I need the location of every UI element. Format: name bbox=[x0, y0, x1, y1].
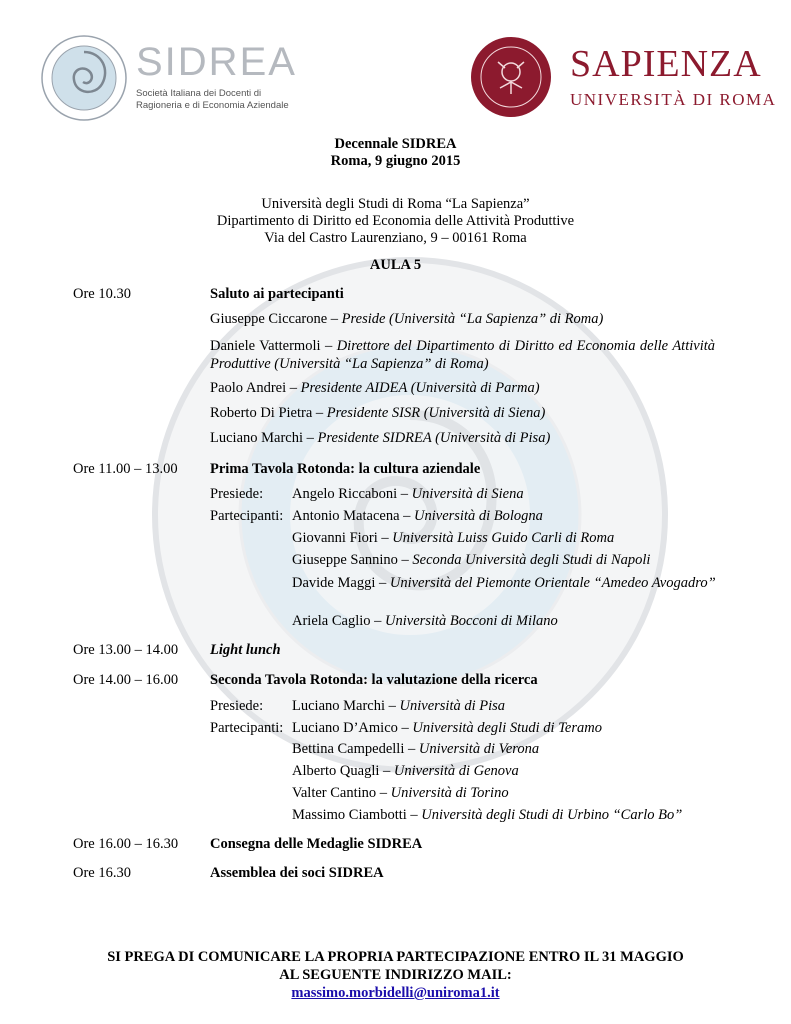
rsvp-line-2: AL SEGUENTE INDIRIZZO MAIL: bbox=[279, 967, 512, 983]
sidrea-seal-icon bbox=[40, 34, 128, 122]
session-6-title: Assemblea dei soci SIDREA bbox=[210, 865, 384, 881]
sapienza-university: UNIVERSITÀ DI ROMA bbox=[570, 90, 777, 109]
participant-affiliation: Università di Pisa bbox=[399, 698, 506, 714]
speaker-row bbox=[210, 380, 540, 397]
participant-affiliation: Università degli Studi di Teramo bbox=[412, 720, 602, 736]
participant-row bbox=[292, 720, 602, 737]
participant-row bbox=[292, 574, 730, 592]
speaker-row bbox=[210, 405, 545, 422]
speaker-role: Preside (Università “La Sapienza” di Roma) bbox=[341, 311, 604, 327]
speaker-role: Direttore del Dipartimento di Diritto ed Economia delle Attività Produttive (Università “La Sapienza” di Roma) bbox=[210, 338, 716, 372]
rsvp-email-link[interactable]: massimo.morbidelli@uniroma1.it bbox=[291, 985, 500, 1001]
speaker-row bbox=[210, 430, 550, 447]
session-1-time: Ore 10.30 bbox=[73, 286, 131, 302]
participant-row bbox=[292, 785, 509, 802]
participant-row bbox=[292, 698, 505, 715]
participant-name: Massimo Ciambotti – bbox=[292, 807, 418, 823]
event-title: Decennale SIDREA bbox=[334, 136, 457, 152]
participant-name: Ariela Caglio – bbox=[292, 613, 382, 629]
participant-name: Angelo Riccaboni – bbox=[292, 486, 408, 502]
participant-affiliation: Università di Bologna bbox=[414, 508, 543, 524]
participant-row bbox=[292, 552, 650, 569]
rsvp-line-1: SI PREGA DI COMUNICARE LA PROPRIA PARTECIPAZIONE ENTRO IL 31 MAGGIO bbox=[107, 949, 684, 965]
session-2-title: Prima Tavola Rotonda: la cultura aziendale bbox=[210, 461, 481, 477]
speaker-role: Presidente SISR (Università di Siena) bbox=[326, 405, 546, 421]
participant-affiliation: Università Luiss Guido Carli di Roma bbox=[392, 530, 615, 546]
participant-name: Luciano D’Amico – bbox=[292, 720, 409, 736]
session-4-time: Ore 14.00 – 16.00 bbox=[73, 672, 179, 688]
participant-name: Bettina Campedelli – bbox=[292, 741, 416, 757]
sidrea-subtitle-2: Ragioneria e di Economia Aziendale bbox=[136, 100, 289, 111]
sapienza-logo bbox=[470, 36, 777, 116]
speaker-role: Presidente AIDEA (Università di Parma) bbox=[300, 380, 540, 396]
participant-affiliation: Università di Torino bbox=[390, 785, 509, 801]
speaker-row bbox=[210, 337, 715, 373]
session-2-time: Ore 11.00 – 13.00 bbox=[73, 461, 178, 477]
venue-line-3: Via del Castro Laurenziano, 9 – 00161 Roma bbox=[264, 230, 527, 246]
participant-name: Antonio Matacena – bbox=[292, 508, 411, 524]
speaker-name: Giuseppe Ciccarone – bbox=[210, 311, 339, 327]
session-4-title: Seconda Tavola Rotonda: la valutazione della ricerca bbox=[210, 672, 538, 688]
speaker-name: Luciano Marchi – bbox=[210, 430, 314, 446]
participants-label: Partecipanti: bbox=[210, 508, 284, 524]
rsvp-email-wrap bbox=[0, 985, 791, 1002]
speaker-name: Paolo Andrei – bbox=[210, 380, 297, 396]
participant-row bbox=[292, 530, 614, 547]
participant-affiliation: Università Bocconi di Milano bbox=[385, 613, 558, 629]
session-1-title: Saluto ai partecipanti bbox=[210, 286, 344, 302]
venue-line-1: Università degli Studi di Roma “La Sapienza” bbox=[261, 196, 530, 212]
event-date: Roma, 9 giugno 2015 bbox=[330, 153, 461, 169]
speaker-role: Presidente SIDREA (Università di Pisa) bbox=[317, 430, 551, 446]
participant-affiliation: Università di Verona bbox=[418, 741, 540, 757]
speaker-row bbox=[210, 311, 603, 328]
session-6-time: Ore 16.30 bbox=[73, 865, 131, 881]
sapienza-wordmark: SAPIENZA bbox=[570, 43, 762, 85]
participant-name: Davide Maggi – bbox=[292, 575, 387, 591]
participant-row bbox=[292, 508, 543, 525]
session-3-time: Ore 13.00 – 14.00 bbox=[73, 642, 179, 658]
participant-affiliation: Università degli Studi di Urbino “Carlo Bo” bbox=[421, 807, 683, 823]
session-5-title: Consegna delle Medaglie SIDREA bbox=[210, 836, 423, 852]
participant-row bbox=[292, 763, 519, 780]
participant-affiliation: Università di Siena bbox=[411, 486, 524, 502]
participant-row bbox=[292, 613, 558, 630]
session-3-title: Light lunch bbox=[210, 642, 281, 658]
venue-line-2: Dipartimento di Diritto ed Economia delle Attività Produttive bbox=[216, 213, 575, 229]
participant-name: Luciano Marchi – bbox=[292, 698, 396, 714]
sapienza-seal-icon bbox=[470, 36, 552, 118]
sidrea-subtitle-1: Società Italiana dei Docenti di bbox=[136, 88, 262, 99]
participants-label: Partecipanti: bbox=[210, 720, 284, 736]
participant-name: Giovanni Fiori – bbox=[292, 530, 389, 546]
participant-row bbox=[292, 807, 682, 824]
participant-name: Alberto Quagli – bbox=[292, 763, 391, 779]
participant-row bbox=[292, 486, 524, 503]
participant-affiliation: Università del Piemonte Orientale “Amedeo Avogadro” bbox=[389, 575, 716, 591]
sidrea-wordmark: SIDREA bbox=[136, 40, 297, 84]
participant-row bbox=[292, 741, 539, 758]
speaker-name: Daniele Vattermoli – bbox=[210, 338, 333, 354]
session-5-time: Ore 16.00 – 16.30 bbox=[73, 836, 179, 852]
participant-affiliation: Seconda Università degli Studi di Napoli bbox=[412, 552, 651, 568]
chair-label: Presiede: bbox=[210, 486, 264, 502]
participant-name: Giuseppe Sannino – bbox=[292, 552, 409, 568]
participant-affiliation: Università di Genova bbox=[393, 763, 519, 779]
participant-name: Valter Cantino – bbox=[292, 785, 388, 801]
room-label: AULA 5 bbox=[369, 257, 422, 273]
sidrea-logo bbox=[40, 34, 297, 124]
speaker-name: Roberto Di Pietra – bbox=[210, 405, 324, 421]
chair-label: Presiede: bbox=[210, 698, 264, 714]
